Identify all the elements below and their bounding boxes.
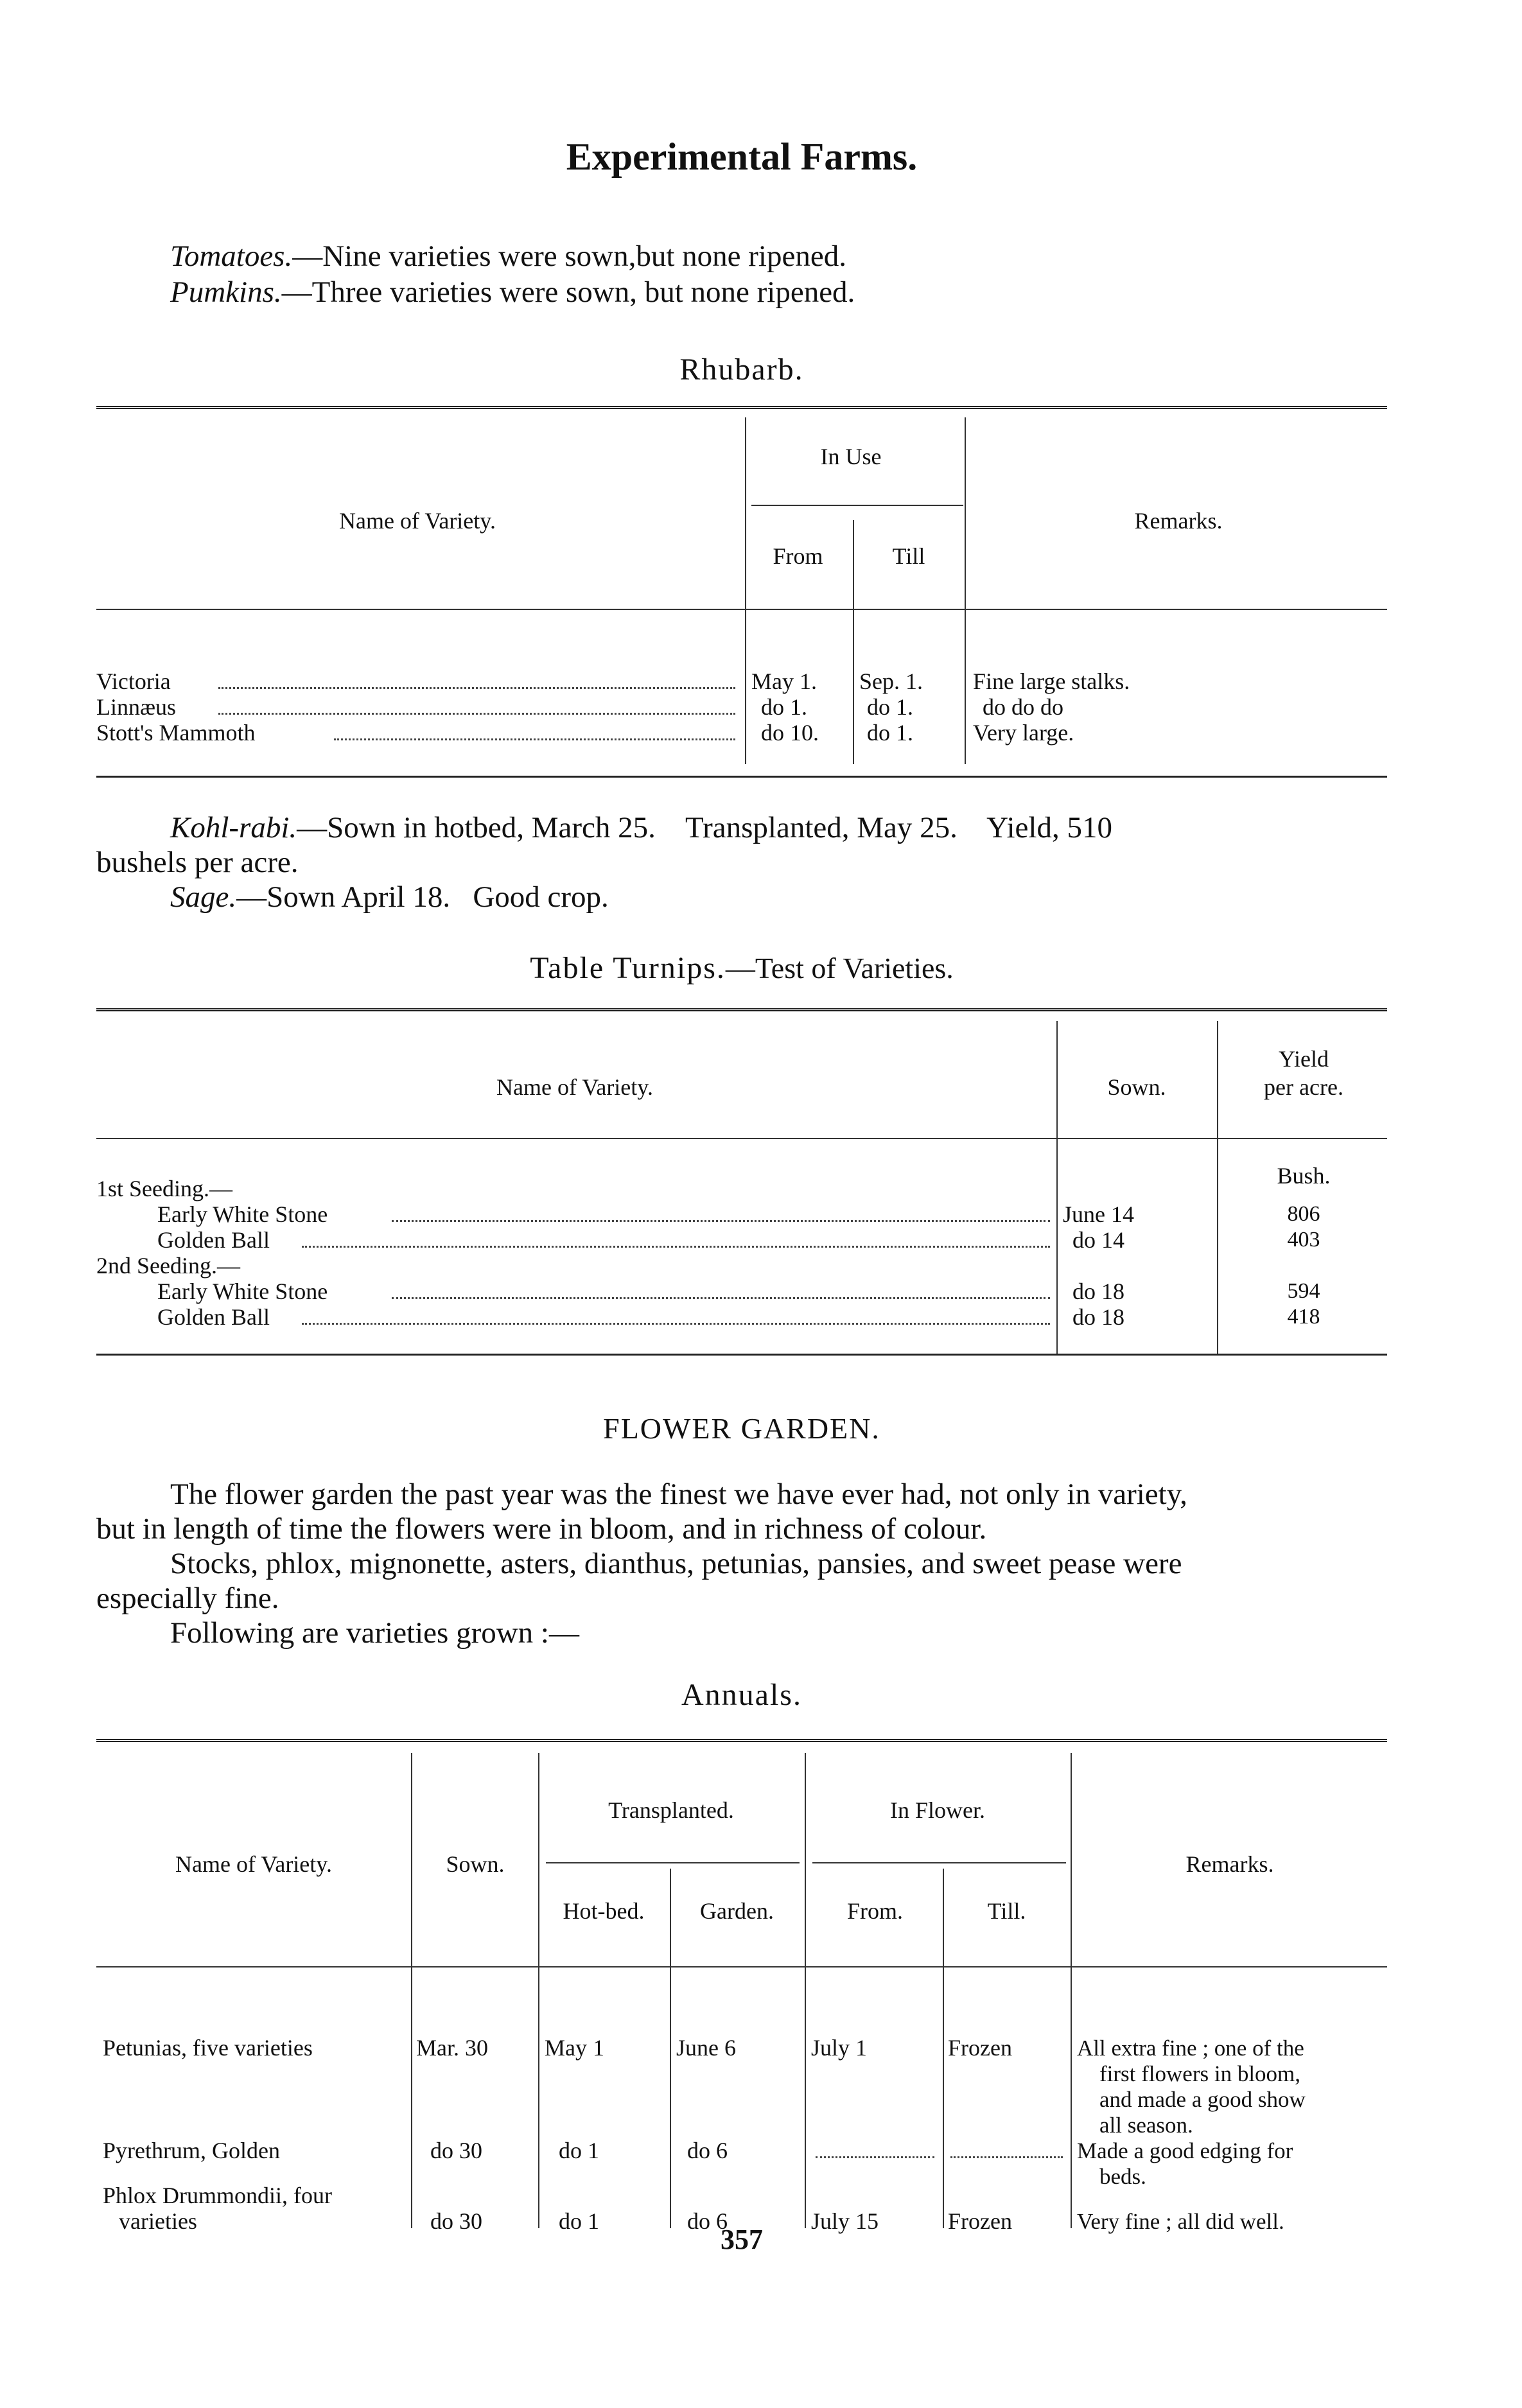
rhubarb-row-1-name: Victoria [96, 668, 171, 694]
turnips-col-divider-1 [1056, 1021, 1058, 1355]
annuals-row-remarks [1077, 2138, 1385, 2190]
annuals-row-remarks [1077, 2036, 1385, 2138]
rhubarb-top-rule [96, 406, 1387, 409]
rhubarb-caption-text: Rhubarb. [679, 353, 804, 387]
annuals-header-rule [96, 1966, 1387, 1967]
pumkins-paragraph [170, 275, 855, 310]
rhubarb-header-rule [96, 609, 1387, 610]
flower-garden-p1-line1: The flower garden the past year was the finest we have ever had, not only in variety, [170, 1478, 1187, 1511]
turnips-header-name: Name of Variety. [496, 1074, 653, 1100]
remarks-line: Very fine ; all did well. [1077, 2209, 1284, 2234]
turnips-row-sown: do 14 [1072, 1227, 1124, 1253]
pumkins-text: —Three varieties were sown, but none ripened. [281, 275, 855, 309]
leader-dots [218, 713, 735, 715]
annuals-row-sown: do 30 [430, 2138, 482, 2163]
turnips-row-label: Golden Ball [157, 1304, 270, 1330]
annuals-col-divider [805, 1753, 806, 2228]
turnips-header-yield-1: Yield [1279, 1046, 1329, 1072]
annuals-header-from: From. [846, 1898, 903, 1924]
rhubarb-row-1-till: Sep. 1. [859, 668, 923, 694]
rhubarb-col-divider-1 [745, 417, 746, 764]
turnips-row-label: Early White Stone [157, 1278, 328, 1304]
remarks-line: All extra fine ; one of the [1077, 2036, 1304, 2061]
remarks-line: all season. [1099, 2113, 1193, 2138]
rhubarb-caption [96, 352, 1387, 387]
kohlrabi-paragraph [170, 810, 1387, 845]
leader-dots [302, 1246, 1050, 1248]
sage-text: —Sown April 18. Good crop. [236, 880, 609, 914]
flower-garden-heading: FLOWER GARDEN. [603, 1412, 880, 1445]
rhubarb-bottom-rule [96, 776, 1387, 778]
annuals-col-divider [943, 1869, 944, 2228]
annuals-row-garden: do 6 [687, 2138, 728, 2163]
turnips-row-sown: do 18 [1072, 1278, 1124, 1304]
turnips-row-label: 1st Seeding.— [96, 1176, 232, 1201]
leader-dots [816, 2156, 934, 2158]
annuals-top-rule [96, 1739, 1387, 1742]
annuals-row-name: Petunias, five varieties [103, 2035, 313, 2061]
turnips-row-yield: 806 [1287, 1202, 1320, 1226]
turnips-caption [96, 950, 1387, 986]
rhubarb-header-in-use: In Use [820, 444, 882, 469]
turnips-row-label: Golden Ball [157, 1227, 270, 1253]
annuals-row-name-continued: varieties [119, 2208, 197, 2234]
flower-garden-p1-line2: but in length of time the flowers were in bloom, and in richness of colour. [96, 1512, 987, 1546]
turnips-row-sown: do 18 [1072, 1304, 1124, 1330]
rhubarb-row-3-till: do 1. [867, 720, 913, 746]
rhubarb-row-2-till: do 1. [867, 694, 913, 720]
rhubarb-header-remarks: Remarks. [1134, 508, 1223, 534]
annuals-col-divider [1071, 1753, 1072, 2228]
flower-garden-p2-line1: Stocks, phlox, mignonette, asters, dianthus, petunias, pansies, and sweet pease were [170, 1547, 1182, 1580]
rhubarb-row-2-remarks: do do do [983, 694, 1063, 720]
turnips-header-yield-2: per acre. [1264, 1074, 1343, 1100]
annuals-header-garden: Garden. [700, 1898, 774, 1924]
remarks-line: and made a good show [1099, 2087, 1306, 2112]
annuals-row-from: July 15 [811, 2208, 879, 2234]
turnips-row-label: Early White Stone [157, 1201, 328, 1227]
annuals-header-till: Till. [987, 1898, 1026, 1924]
pumkins-lead: Pumkins. [170, 275, 282, 309]
annuals-row-name: Phlox Drummondii, four [103, 2183, 332, 2208]
kohlrabi-text: —Sown in hotbed, March 25. Transplanted, May 25. Yield, 510 [297, 811, 1112, 844]
rhubarb-header-name: Name of Variety. [339, 508, 496, 534]
rhubarb-header-from: From [773, 543, 823, 569]
annuals-row-garden: do 6 [687, 2208, 728, 2234]
turnips-caption-sc: Table Turnips. [530, 951, 726, 985]
annuals-row-hotbed: do 1 [559, 2208, 599, 2234]
annuals-row-sown: do 30 [430, 2208, 482, 2234]
rhubarb-in-use-rule [751, 505, 963, 506]
sage-lead: Sage. [170, 880, 237, 914]
document-page [96, 0, 1387, 2408]
annuals-row-name: Pyrethrum, Golden [103, 2138, 280, 2163]
leader-dots [302, 1323, 1050, 1325]
annuals-caption [96, 1677, 1387, 1713]
turnips-header-sown: Sown. [1107, 1074, 1166, 1100]
annuals-header-sown: Sown. [446, 1851, 505, 1877]
tomatoes-text: —Nine varieties were sown,but none ripened. [292, 240, 846, 273]
turnips-header-rule [96, 1138, 1387, 1139]
tomatoes-lead: Tomatoes. [170, 240, 293, 273]
annuals-col-divider [411, 1753, 412, 2228]
turnips-row-sown: June 14 [1063, 1201, 1134, 1227]
annuals-row-hotbed: May 1 [545, 2035, 604, 2061]
annuals-row-garden: June 6 [676, 2035, 736, 2061]
annuals-caption-text: Annuals. [681, 1678, 802, 1712]
annuals-header-hotbed: Hot-bed. [563, 1898, 645, 1924]
turnips-row-label: 2nd Seeding.— [96, 1253, 240, 1278]
flower-garden-p3: Following are varieties grown :— [170, 1616, 579, 1650]
rhubarb-row-1-remarks: Fine large stalks. [973, 668, 1130, 694]
annuals-header-name: Name of Variety. [175, 1851, 332, 1877]
annuals-col-divider [538, 1753, 539, 2228]
turnips-caption-rest: —Test of Varieties. [725, 952, 954, 984]
page-number: 357 [721, 2224, 763, 2255]
kohlrabi-lead: Kohl-rabi. [170, 811, 297, 844]
annuals-col-divider [670, 1869, 671, 2228]
turnips-bottom-rule [96, 1354, 1387, 1356]
rhubarb-col-divider-3 [965, 417, 966, 764]
leader-dots [392, 1297, 1050, 1299]
turnips-row-yield: 594 [1287, 1279, 1320, 1303]
turnips-row-yield: 418 [1287, 1305, 1320, 1329]
rhubarb-col-divider-2 [853, 520, 854, 764]
leader-dots [334, 738, 735, 740]
annuals-row-till: Frozen [948, 2208, 1012, 2234]
remarks-line: beds. [1099, 2164, 1146, 2189]
rhubarb-header-till: Till [892, 543, 925, 569]
remarks-line: Made a good edging for [1077, 2138, 1293, 2163]
annuals-transplanted-rule [546, 1862, 800, 1863]
turnips-top-rule [96, 1008, 1387, 1011]
rhubarb-row-2-from: do 1. [761, 694, 807, 720]
annuals-header-in-flower: In Flower. [890, 1797, 985, 1823]
rhubarb-row-3-remarks: Very large. [973, 720, 1074, 746]
annuals-header-transplanted: Transplanted. [608, 1797, 734, 1823]
turnips-row-yield: 403 [1287, 1228, 1320, 1252]
turnips-col-divider-2 [1217, 1021, 1218, 1355]
rhubarb-row-3-from: do 10. [761, 720, 819, 746]
rhubarb-row-2-name: Linnæus [96, 694, 177, 720]
annuals-header-remarks: Remarks. [1185, 1851, 1274, 1877]
annuals-row-from: July 1 [811, 2035, 868, 2061]
leader-dots [218, 687, 735, 689]
leader-dots [392, 1220, 1050, 1222]
annuals-in-flower-rule [812, 1862, 1066, 1863]
page-title: Experimental Farms. [566, 135, 918, 178]
annuals-row-hotbed: do 1 [559, 2138, 599, 2163]
rhubarb-row-3-name: Stott's Mammoth [96, 720, 256, 746]
flower-garden-p2-line2: especially fine. [96, 1582, 279, 1615]
sage-paragraph [170, 880, 609, 914]
annuals-row-till: Frozen [948, 2035, 1012, 2061]
annuals-row-sown: Mar. 30 [416, 2035, 488, 2061]
turnips-unit: Bush. [1277, 1163, 1331, 1189]
remarks-line: first flowers in bloom, [1099, 2061, 1301, 2086]
kohlrabi-continuation: bushels per acre. [96, 846, 299, 879]
leader-dots [950, 2156, 1063, 2158]
rhubarb-row-1-from: May 1. [751, 668, 817, 694]
tomatoes-paragraph [170, 239, 846, 274]
